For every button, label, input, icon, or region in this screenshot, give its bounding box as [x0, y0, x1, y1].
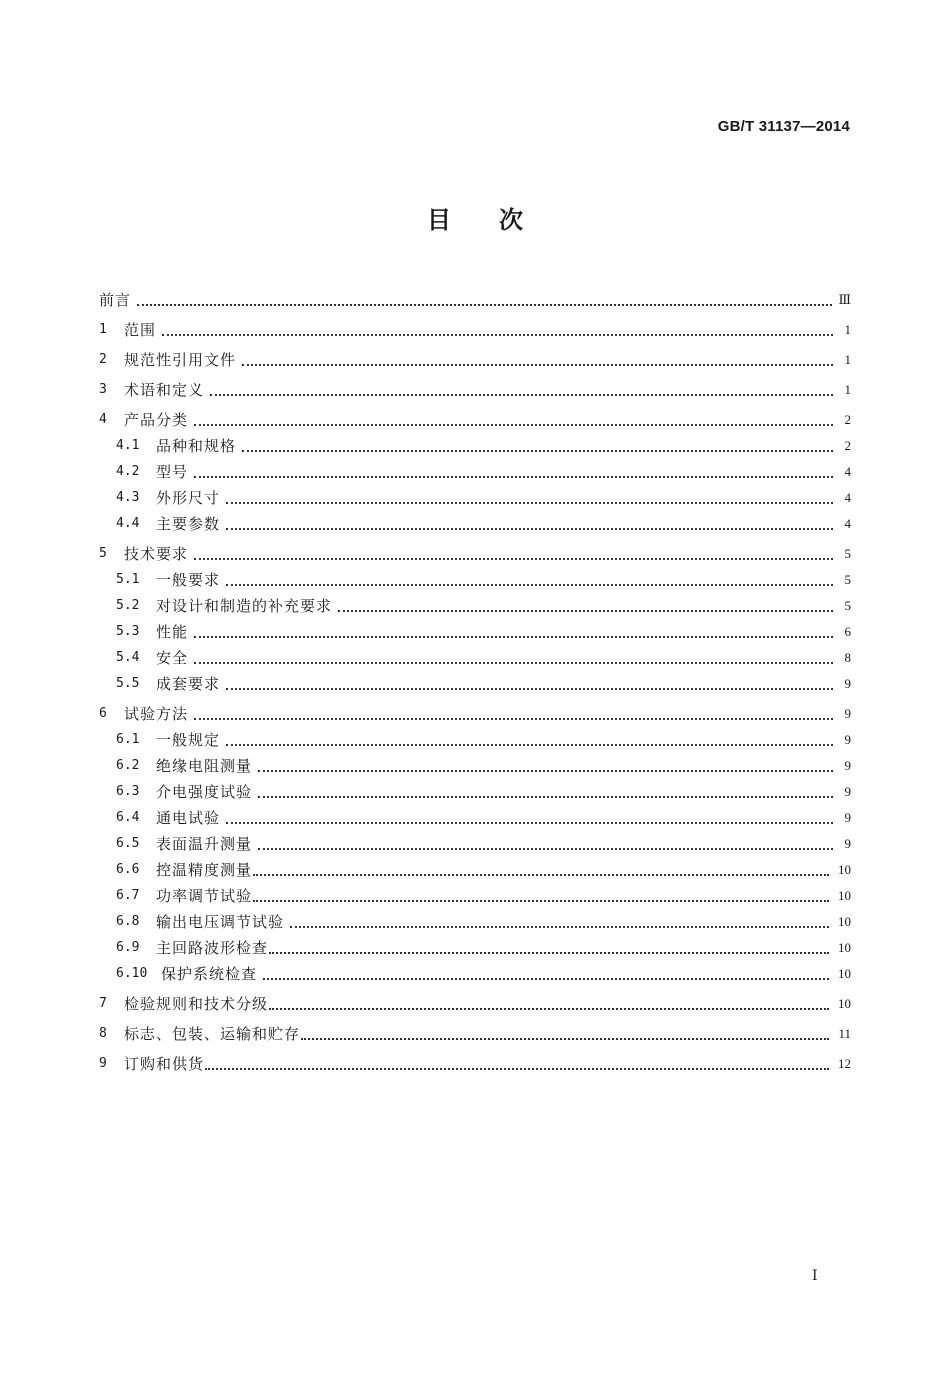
dot-leader [258, 795, 833, 798]
dot-leader [338, 609, 833, 612]
toc-entry-2[interactable] [99, 339, 851, 369]
dot-leader [210, 393, 833, 396]
dot-leader [258, 847, 833, 850]
toc-entry-5-1[interactable] [99, 563, 851, 589]
toc-entry-title: 通电试验 [156, 809, 221, 827]
toc-entry-number: 4 [99, 412, 107, 427]
toc-entry-6-4[interactable] [99, 801, 851, 827]
dot-leader [194, 475, 833, 478]
toc-entry-4[interactable] [99, 399, 851, 429]
toc-entry-page: 5 [844, 546, 851, 561]
toc-entry-number: 6.6 [116, 862, 140, 877]
dot-leader [226, 583, 833, 586]
toc-entry-9[interactable] [99, 1043, 851, 1073]
toc-entry-number: 6.10 [116, 966, 148, 981]
dot-leader [194, 557, 833, 560]
toc-entry-number: 9 [99, 1056, 107, 1071]
toc-entry-number: 6.4 [116, 810, 140, 825]
toc-entry-6-3[interactable] [99, 775, 851, 801]
toc-entry-6-7[interactable] [99, 879, 851, 905]
toc-entry-5[interactable] [99, 533, 851, 563]
dot-leader [205, 1067, 829, 1070]
toc-entry-title: 技术要求 [124, 545, 189, 563]
toc-entry-number: 4.2 [116, 464, 140, 479]
table-of-contents [99, 279, 851, 1073]
toc-entry-3[interactable] [99, 369, 851, 399]
toc-entry-page: 5 [844, 572, 851, 587]
dot-leader [242, 363, 833, 366]
toc-entry-title: 绝缘电阻测量 [156, 757, 253, 775]
toc-entry-number: 6.2 [116, 758, 140, 773]
toc-entry-number: 5.1 [116, 572, 140, 587]
toc-entry-6-6[interactable] [99, 853, 851, 879]
toc-entry-number: 2 [99, 352, 107, 367]
toc-entry-number: 8 [99, 1026, 107, 1041]
toc-entry-number: 6.1 [116, 732, 140, 747]
toc-entry-number: 7 [99, 996, 107, 1011]
toc-entry-1[interactable] [99, 309, 851, 339]
dot-leader [226, 687, 833, 690]
toc-entry-page: 5 [844, 598, 851, 613]
toc-entry-number: 4.3 [116, 490, 140, 505]
toc-entry-page: 1 [844, 322, 851, 337]
toc-entry-title: 规范性引用文件 [124, 351, 237, 369]
toc-entry-number: 5.5 [116, 676, 140, 691]
dot-leader [290, 925, 829, 928]
toc-entry-page: 8 [844, 650, 851, 665]
toc-entry-4-4[interactable] [99, 507, 851, 533]
dot-leader [194, 423, 833, 426]
toc-entry-5-3[interactable] [99, 615, 851, 641]
dot-leader [194, 635, 833, 638]
toc-entry-title: 安全 [156, 649, 189, 667]
toc-entry-title: 一般规定 [156, 731, 221, 749]
toc-entry-page: 9 [844, 836, 851, 851]
dot-leader [301, 1037, 829, 1040]
toc-entry-title: 品种和规格 [156, 437, 237, 455]
dot-leader [269, 1007, 829, 1010]
toc-entry-title: 控温精度测量 [156, 861, 253, 879]
toc-entry-page: 9 [844, 706, 851, 721]
toc-entry-title: 前言 [99, 291, 132, 309]
toc-entry-5-4[interactable] [99, 641, 851, 667]
toc-entry-title: 表面温升测量 [156, 835, 253, 853]
toc-entry-8[interactable] [99, 1013, 851, 1043]
toc-entry-title: 主要参数 [156, 515, 221, 533]
toc-entry-page: 11 [838, 1026, 851, 1041]
toc-entry-6-2[interactable] [99, 749, 851, 775]
toc-title: 目次 [427, 206, 571, 234]
toc-entry-number: 6.9 [116, 940, 140, 955]
toc-entry-6-1[interactable] [99, 723, 851, 749]
dot-leader [226, 743, 833, 746]
dot-leader [194, 661, 833, 664]
toc-entry-number: 6.8 [116, 914, 140, 929]
toc-entry-page: 12 [838, 1056, 851, 1071]
toc-entry-number: 1 [99, 322, 107, 337]
toc-entry-page: 10 [838, 940, 851, 955]
toc-entry-5-5[interactable] [99, 667, 851, 693]
toc-entry-6-8[interactable] [99, 905, 851, 931]
toc-entry-number: 6 [99, 706, 107, 721]
toc-entry-page: 10 [838, 888, 851, 903]
dot-leader [226, 527, 833, 530]
dot-leader [226, 501, 833, 504]
toc-entry-foreword[interactable] [99, 279, 851, 309]
toc-entry-number: 6.7 [116, 888, 140, 903]
toc-entry-page: 9 [844, 758, 851, 773]
toc-entry-page: 1 [844, 382, 851, 397]
toc-entry-number: 5.2 [116, 598, 140, 613]
toc-entry-number: 3 [99, 382, 107, 397]
toc-entry-title: 保护系统检查 [161, 965, 258, 983]
toc-entry-page: 4 [844, 516, 851, 531]
standard-code: GB/T 31137—2014 [717, 118, 850, 135]
toc-entry-title: 订购和供货 [124, 1055, 205, 1073]
toc-entry-page: 10 [838, 996, 851, 1011]
toc-entry-page: 10 [838, 966, 851, 981]
toc-entry-title: 产品分类 [124, 411, 189, 429]
toc-entry-title: 一般要求 [156, 571, 221, 589]
toc-entry-title: 标志、包装、运输和贮存 [124, 1025, 301, 1043]
toc-entry-title: 性能 [156, 623, 189, 641]
toc-entry-title: 外形尺寸 [156, 489, 221, 507]
toc-entry-title: 型号 [156, 463, 189, 481]
toc-entry-number: 6.5 [116, 836, 140, 851]
toc-entry-4-1[interactable] [99, 429, 851, 455]
toc-entry-6-9[interactable] [99, 931, 851, 957]
toc-entry-page: 9 [844, 732, 851, 747]
toc-entry-number: 5 [99, 546, 107, 561]
dot-leader [258, 769, 833, 772]
toc-entry-page: 9 [844, 676, 851, 691]
toc-entry-title: 输出电压调节试验 [156, 913, 285, 931]
toc-entry-title: 主回路波形检查 [156, 939, 269, 957]
toc-entry-page: 10 [838, 914, 851, 929]
toc-entry-page: 4 [844, 490, 851, 505]
dot-leader [194, 717, 833, 720]
toc-entry-page: 9 [844, 810, 851, 825]
toc-entry-6-10[interactable] [99, 957, 851, 983]
toc-entry-6-5[interactable] [99, 827, 851, 853]
toc-entry-page: 2 [844, 438, 851, 453]
toc-entry-4-2[interactable] [99, 455, 851, 481]
toc-entry-6[interactable] [99, 693, 851, 723]
toc-entry-number: 4.4 [116, 516, 140, 531]
toc-entry-page: 1 [844, 352, 851, 367]
toc-entry-number: 4.1 [116, 438, 140, 453]
dot-leader [162, 333, 833, 336]
toc-entry-number: 6.3 [116, 784, 140, 799]
toc-entry-title: 术语和定义 [124, 381, 205, 399]
dot-leader [263, 977, 829, 980]
toc-entry-page: 9 [844, 784, 851, 799]
toc-entry-page: 2 [844, 412, 851, 427]
toc-entry-number: 5.4 [116, 650, 140, 665]
toc-entry-page: 4 [844, 464, 851, 479]
dot-leader [242, 449, 833, 452]
toc-entry-4-3[interactable] [99, 481, 851, 507]
toc-entry-title: 功率调节试验 [156, 887, 253, 905]
page-number: I [812, 1268, 818, 1284]
toc-entry-5-2[interactable] [99, 589, 851, 615]
toc-entry-title: 范围 [124, 321, 157, 339]
dot-leader [137, 303, 832, 306]
dot-leader [226, 821, 833, 824]
toc-entry-title: 介电强度试验 [156, 783, 253, 801]
dot-leader [269, 951, 829, 954]
dot-leader [253, 899, 829, 902]
toc-entry-page: 6 [844, 624, 851, 639]
toc-entry-page: Ⅲ [838, 292, 851, 307]
dot-leader [253, 873, 829, 876]
toc-entry-title: 检验规则和技术分级 [124, 995, 269, 1013]
toc-entry-title: 成套要求 [156, 675, 221, 693]
toc-entry-7[interactable] [99, 983, 851, 1013]
toc-entry-number: 5.3 [116, 624, 140, 639]
toc-entry-title: 对设计和制造的补充要求 [156, 597, 333, 615]
toc-entry-title: 试验方法 [124, 705, 189, 723]
toc-entry-page: 10 [838, 862, 851, 877]
